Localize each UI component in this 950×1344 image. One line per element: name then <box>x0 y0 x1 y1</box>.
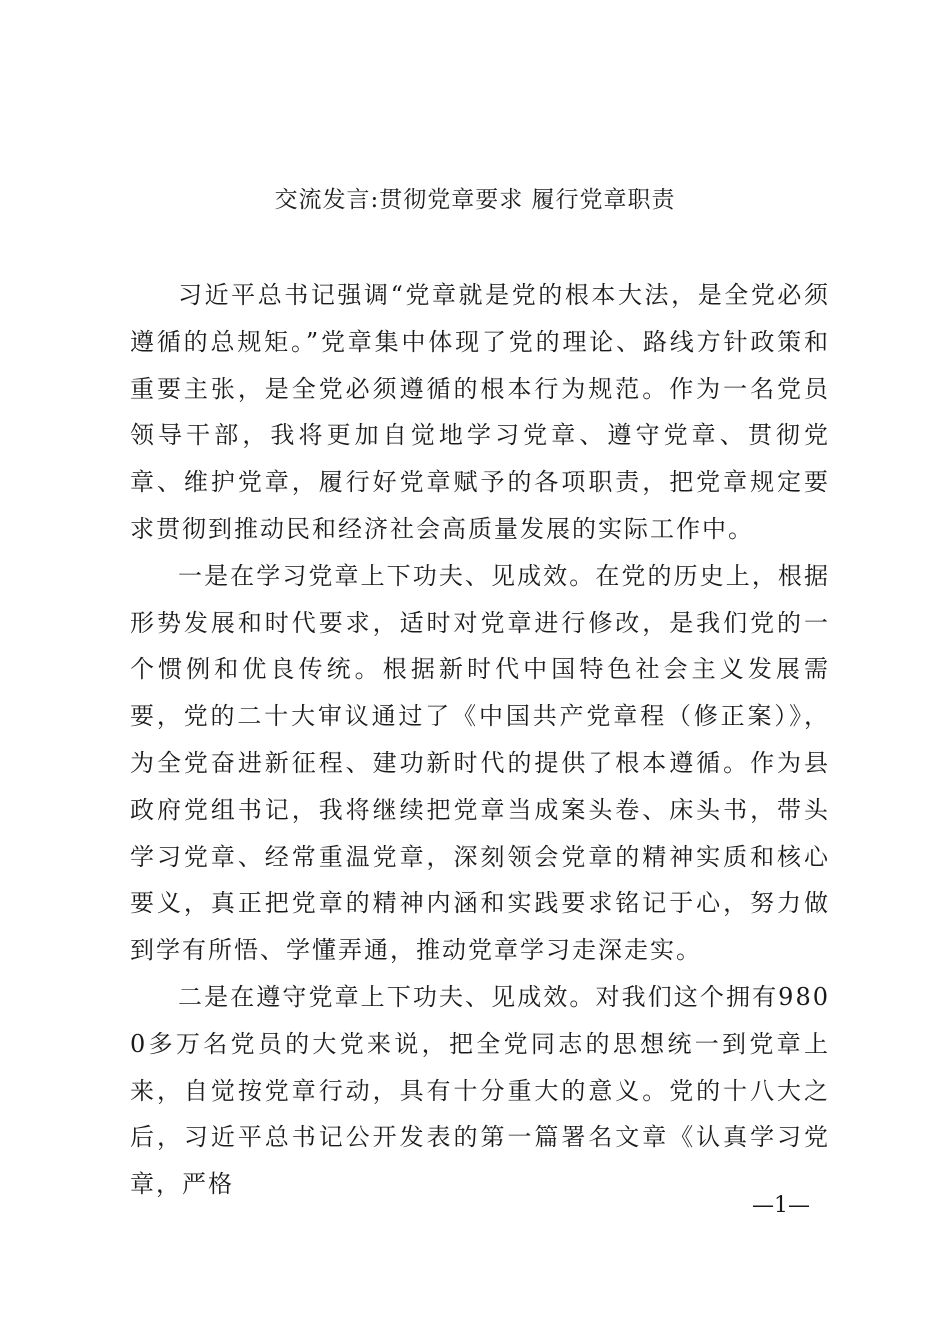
document-body <box>130 272 830 1208</box>
paragraph-point-two: 二是在遵守党章上下功夫、见成效。对我们这个拥有9800多万名党员的大党来说，把全党同志的思想统一到党章上来，自觉按党章行动，具有十分重大的意义。党的十八大之后，习近平总书记公开发表的第一篇署名文章《认真学习党章，严格 <box>130 982 830 1199</box>
document-title: 交流发言:贯彻党章要求 履行党章职责 <box>274 187 676 213</box>
paragraph-intro: 习近平总书记强调“党章就是党的根本大法，是全党必须遵循的总规矩。”党章集中体现了党的理论、路线方针政策和重要主张，是全党必须遵循的根本行为规范。作为一名党员领导干部，我将更加自觉地学习党章、遵守党章、贯彻党章、维护党章，履行好党章赋予的各项职责，把党章规定要求贯彻到推动民和经济社会高质量发展的实际工作中。 <box>130 281 830 543</box>
paragraph-point-one: 一是在学习党章上下功夫、见成效。在党的历史上，根据形势发展和时代要求，适时对党章进行修改，是我们党的一个惯例和优良传统。根据新时代中国特色社会主义发展需要，党的二十大审议通过了《中国共产党章程（修正案）》，为全党奋进新征程、建功新时代的提供了根本遵循。作为县政府党组书记，我将继续把党章当成案头卷、床头书，带头学习党章、经常重温党章，深刻领会党章的精神实质和核心要义，真正把党章的精神内涵和实践要求铭记于心，努力做到学有所悟、学懂弄通，推动党章学习走深走实。 <box>130 561 830 965</box>
page-number: —1— <box>752 1193 810 1218</box>
